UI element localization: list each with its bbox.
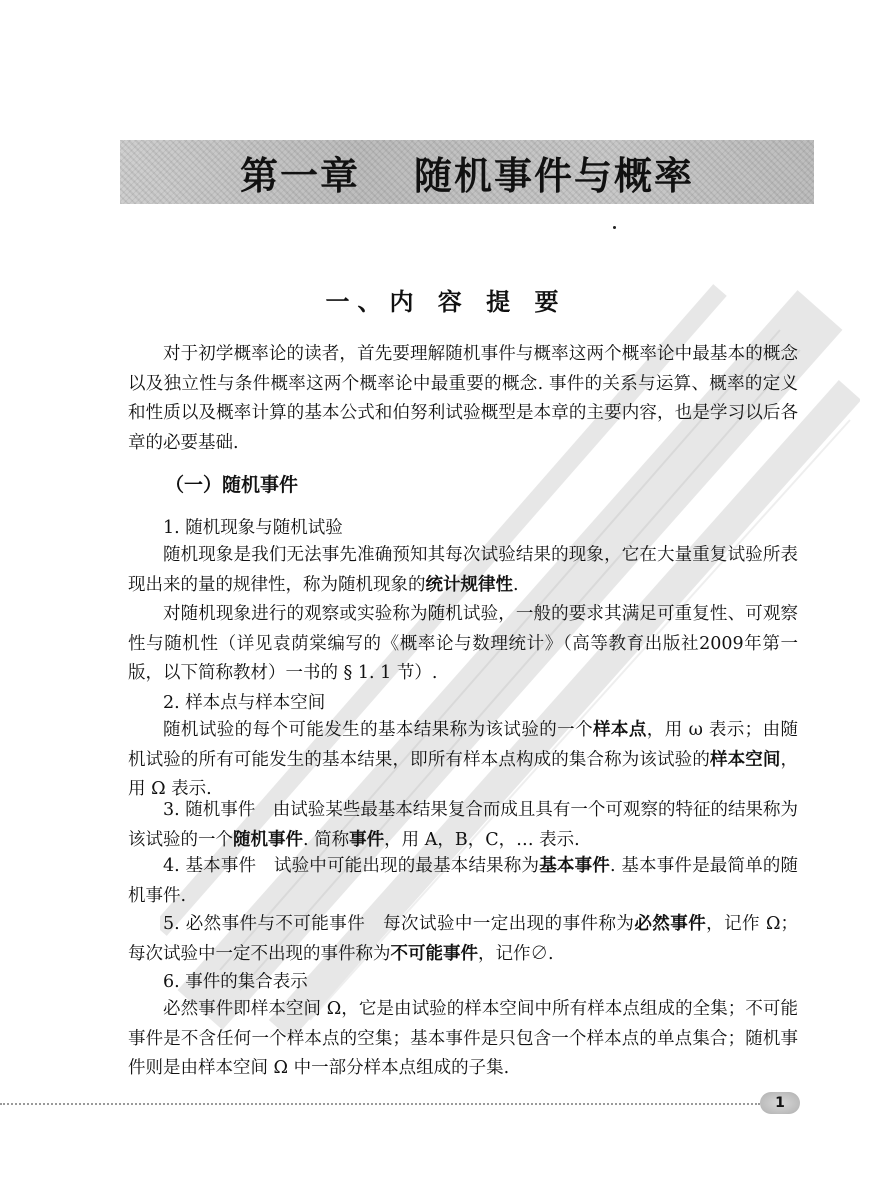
paragraph-random-event: 3. 随机事件 由试验某些最基本结果复合而成且具有一个可观察的特征的结果称为该试验的一个随机事件. 简称事件，用 A，B，C，… 表示. bbox=[128, 800, 798, 850]
section-title: 一、内 容 提 要 bbox=[325, 288, 567, 316]
chapter-banner bbox=[120, 140, 814, 204]
paragraph-sample-space: 随机试验的每个可能发生的基本结果称为该试验的一个样本点，用 ω 表示；由随机试验的所有可能发生的基本结果，即所有样本点构成的集合称为该试验的样本空间，用 Ω 表示. bbox=[128, 720, 799, 799]
item-heading-2: 2. 样本点与样本空间 bbox=[163, 693, 326, 713]
subsection-title: （一）随机事件 bbox=[165, 474, 299, 496]
item-heading-6: 6. 事件的集合表示 bbox=[163, 972, 308, 992]
page-number: 1 bbox=[760, 1092, 800, 1114]
chapter-title bbox=[120, 140, 814, 204]
chapter-name: 随机事件与概率 bbox=[414, 153, 695, 198]
intro-paragraph: 对于初学概率论的读者，首先要理解随机事件与概率这两个概率论中最基本的概念以及独立性与条件概率这两个概率论中最重要的概念. 事件的关系与运算、概率的定义和性质以及概率计算的基本公式和伯努利试验概型是本章的主要内容，也是学习以后各章的必要基础. bbox=[128, 344, 798, 453]
stray-dot bbox=[613, 226, 616, 229]
paragraph-certain-impossible: 5. 必然事件与不可能事件 每次试验中一定出现的事件称为必然事件，记作 Ω；每次试验中一定不出现的事件称为不可能事件，记作∅. bbox=[128, 914, 799, 964]
chapter-number: 第一章 bbox=[239, 153, 360, 198]
item-heading-1: 1. 随机现象与随机试验 bbox=[163, 518, 343, 538]
paragraph-basic-event: 4. 基本事件 试验中可能出现的最基本结果称为基本事件. 基本事件是最简单的随机事件. bbox=[128, 856, 799, 906]
paragraph-random-phenomenon: 随机现象是我们无法事先准确预知其每次试验结果的现象，它在大量重复试验所表现出来的量的规律性，称为随机现象的统计规律性. bbox=[128, 545, 798, 595]
footer-rule bbox=[0, 1103, 760, 1105]
paragraph-set-representation: 必然事件即样本空间 Ω，它是由试验的样本空间中所有样本点组成的全集；不可能事件是不含任何一个样本点的空集；基本事件是只包含一个样本点的单点集合；随机事件则是由样本空间 Ω 中一部分样本点组成的子集. bbox=[128, 999, 798, 1078]
paragraph-random-experiment: 对随机现象进行的观察或实验称为随机试验，一般的要求其满足可重复性、可观察性与随机性（详见袁荫棠编写的《概率论与数理统计》（高等教育出版社2009年第一版，以下简称教材）一书的 § 1. 1 节）. bbox=[128, 604, 798, 683]
